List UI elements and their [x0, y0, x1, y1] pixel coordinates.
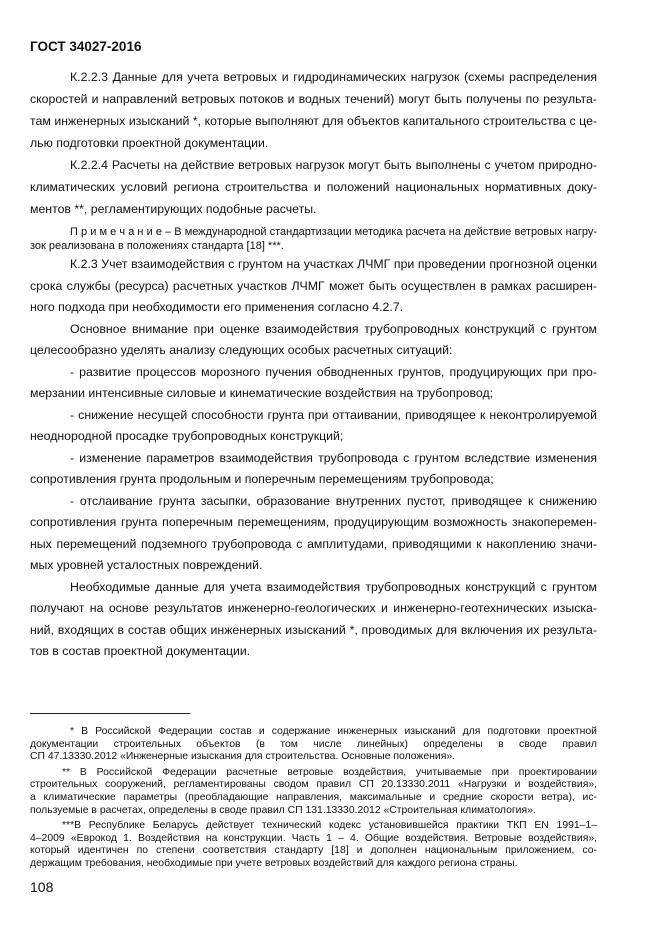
- text-line: * В Российской Федерации состав и содержание инженерных изысканий для подготовки проектной: [70, 726, 597, 737]
- page-number: 108: [30, 879, 54, 895]
- text-line: - отслаивание грунта засыпки, образование внутренних пустот, приводящее к снижению: [70, 493, 597, 508]
- text-line: СП 47.13330.2012 «Инженерные изыскания для строительства. Основные положения».: [30, 751, 455, 763]
- note-block: [30, 225, 597, 253]
- footnote-divider: [30, 713, 190, 714]
- text-line: держащим требования, необходимые при учете ветровых воздействий для каждого региона страны.: [30, 857, 518, 869]
- text-line: ных перемещений подземного трубопровода с амплитудами, приводящими к накоплению значи-: [30, 536, 597, 551]
- text-line: К.2.3 Учет взаимодействия с грунтом на участках ЛЧМГ при проведении прогнозной оценки: [70, 257, 597, 271]
- text-line: сопротивления грунта продольным и поперечным перемещениям трубопровода;: [30, 472, 494, 486]
- text-line: который идентичен по степени соответствия стандарту [18] и дополнен национальным приложением, со-: [30, 845, 597, 857]
- text-line: скоростей и направлений ветровых потоков и водных течений) могут быть получены по результа-: [30, 92, 597, 106]
- text-line: Необходимые данные для учета взаимодействия трубопроводных конструкций с грунтом: [70, 579, 597, 594]
- text-line: ***В Республике Беларусь действует технический кодекс установившейся практики ТКП EN 1991–1–: [62, 820, 597, 832]
- text-line: ** В Российской Федерации расчетные ветровые воздействия, учитываемые при проектировании: [62, 766, 597, 778]
- text-line: там инженерных изысканий *, которые выполняют для объектов капитального строительства с це-: [30, 114, 597, 128]
- text-line: 4–2009 «Еврокод 1. Воздействия на конструкции. Часть 1 – 4. Общие воздействия. Ветровые воздействия»,: [30, 832, 597, 844]
- text-line: тов в состав проектной документации.: [30, 644, 251, 658]
- text-line: целесообразно уделять анализу следующих особых расчетных ситуаций:: [30, 343, 453, 357]
- text-line: - снижение несущей способности грунта при оттаивании, приводящее к неконтролируемой: [70, 407, 597, 422]
- text-line: лью подготовки проектной документации.: [30, 136, 269, 150]
- text-line: К.2.2.3 Данные для учета ветровых и гидродинамических нагрузок (схемы распределения: [70, 70, 597, 84]
- text-line: ментов **, регламентирующих подобные расчеты.: [30, 202, 317, 216]
- text-line: документации строительных объектов (в том числе линейных) определены в своде правил: [30, 738, 597, 750]
- text-line: - изменение параметров взаимодействия трубопровода с грунтом вследствие изменения: [70, 450, 597, 465]
- text-line: Основное внимание при оценке взаимодействия трубопроводных конструкций с грунтом: [70, 321, 597, 336]
- text-line: климатических условий региона строительства и положений национальных нормативных доку-: [30, 180, 597, 194]
- text-line: - развитие процессов морозного пучения обводненных грунтов, продуцирующих при про-: [70, 364, 597, 379]
- document-header: ГОСТ 34027-2016: [30, 39, 142, 54]
- text-line: мерзании интенсивные силовые и кинематические воздействия на трубопровод;: [30, 386, 494, 400]
- text-line: ний, входящих в состав общих инженерных изысканий *, проводимых для включения их результа-: [30, 622, 597, 637]
- footnotes: [30, 726, 597, 871]
- text-line: П р и м е ч а н и е – В международной стандартизации методика расчета на действие ветровых нагру-: [70, 226, 597, 238]
- body-block-1: [30, 66, 597, 220]
- text-line: неоднородной просадке трубопроводных конструкций;: [30, 429, 344, 443]
- text-line: срока службы (ресурса) расчетных участков ЛЧМГ может быть осуществлен в рамках расширен-: [30, 278, 597, 293]
- text-line: зок реализована в положениях стандарта [18] ***.: [30, 240, 284, 252]
- text-line: а климатические параметры (преобладающие направления, максимальные и средние скорости ветра), ис-: [30, 791, 597, 803]
- text-line: получают на основе результатов инженерно-геологических и инженерно-геотехнических изыска-: [30, 601, 597, 615]
- text-line: пользуемые в расчетах, определены в своде правил СП 131.13330.2012 «Строительная климатология».: [30, 804, 536, 816]
- text-line: сопротивления грунта поперечным перемещениям, продуцирующим возможность знакоперемен-: [30, 515, 597, 529]
- text-line: К.2.2.4 Расчеты на действие ветровых нагрузок могут быть выполнены с учетом природно-: [70, 158, 597, 172]
- text-line: ного подхода при необходимости его применения согласно 4.2.7.: [30, 300, 404, 314]
- text-line: строительных сооружений, регламентированы сводом правил СП 20.13330.2011 «Нагрузки и воздействия»,: [30, 779, 597, 791]
- text-line: мых уровней усталостных повреждений.: [30, 558, 263, 572]
- body-block-2: [30, 254, 597, 663]
